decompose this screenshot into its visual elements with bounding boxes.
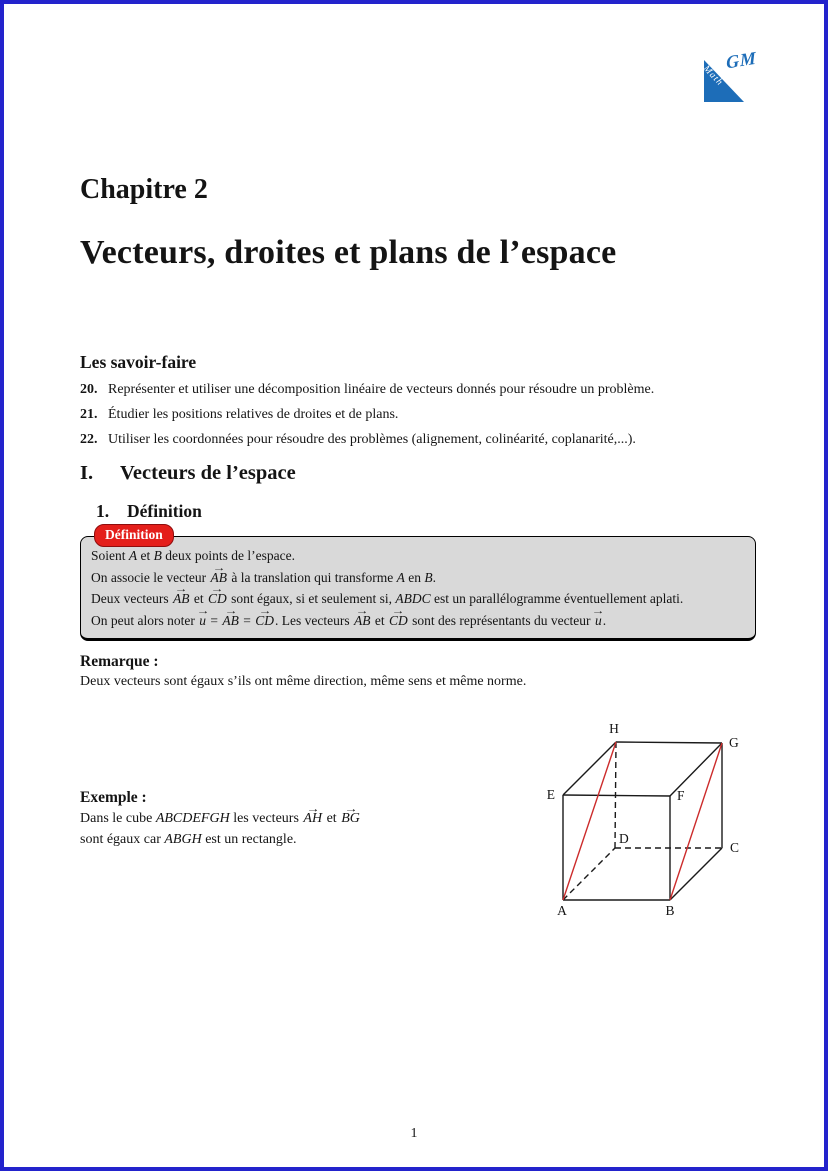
section-heading (80, 462, 296, 485)
gm-maths-logo (700, 47, 758, 105)
skill-item (80, 381, 756, 399)
cube-vertex-label-D: D (619, 831, 629, 846)
cube-edge-AH (563, 742, 616, 900)
skill-number: 21. (80, 407, 98, 422)
skill-number: 22. (80, 432, 98, 447)
skill-number: 20. (80, 382, 98, 397)
cube-edge-HG (616, 742, 722, 743)
subsection-heading (96, 501, 202, 522)
remark-section (80, 652, 740, 691)
cube-edge-AD (563, 848, 615, 900)
section-title: Vecteurs de l’espace (120, 462, 296, 484)
subsection-number: 1. (96, 501, 110, 521)
page-number: 1 (410, 1126, 418, 1141)
skills-section (80, 352, 756, 456)
definition-line: On associe le vecteur → AB à la translation qui transforme A en B. (91, 567, 749, 589)
chapter-title: Vecteurs, droites et plans de l’espace (80, 234, 617, 271)
cube-edge-BG (670, 743, 722, 900)
cube-vertex-label-A: A (557, 903, 567, 918)
cube-vertex-label-F: F (677, 788, 685, 803)
subsection-title: Définition (127, 501, 202, 521)
cube-vertex-label-C: C (730, 840, 740, 855)
cube-vertex-label-H: H (609, 721, 619, 736)
skill-text: Utiliser les coordonnées pour résoudre des problèmes (alignement, colinéarité, coplanarité,...). (108, 432, 636, 447)
definition-badge: Définition (94, 524, 174, 547)
definition-line: Soient A et B deux points de l’espace. (91, 548, 295, 563)
skills-heading: Les savoir-faire (80, 352, 197, 372)
remark-text: Deux vecteurs sont égaux s’ils ont même direction, même sens et même norme. (80, 674, 527, 689)
skill-text: Étudier les positions relatives de droites et de plans. (108, 407, 399, 422)
logo-math-text: Math (700, 64, 725, 89)
cube-vertex-label-G: G (729, 735, 739, 750)
cube-figure (546, 714, 758, 931)
definition-line: Deux vecteurs → AB et → CD sont égaux, si et seulement si, ABDC est un parallélogramme éventuellement aplati. (91, 588, 749, 610)
section-number: I. (80, 462, 94, 484)
logo-gm-text: GM (725, 47, 758, 73)
definition-box (80, 527, 756, 641)
chapter-number-heading: Chapitre 2 (80, 174, 208, 205)
cube-edge-EF (563, 795, 670, 796)
skill-item (80, 406, 756, 424)
skill-text: Représenter et utiliser une décomposition linéaire de vecteurs donnés pour résoudre un problème. (108, 382, 655, 397)
skill-item (80, 431, 756, 449)
example-line: sont égaux car ABGH est un rectangle. (80, 832, 297, 847)
cube-vertex-label-E: E (546, 787, 555, 802)
example-heading: Exemple : (80, 789, 147, 806)
example-line: Dans le cube ABCDEFGH les vecteurs → AH et → BG (80, 808, 520, 829)
cube-edge-BC (670, 848, 722, 900)
cube-edge-EH (563, 742, 616, 795)
cube-diagram-svg (546, 714, 758, 926)
remark-heading: Remarque : (80, 653, 159, 670)
cube-vertex-label-B: B (665, 903, 675, 918)
definition-line: On peut alors noter → u = → AB = → CD. Les vecteurs → AB et → CD sont des représentants du vecteur → u. (91, 610, 749, 632)
example-section (80, 788, 520, 850)
